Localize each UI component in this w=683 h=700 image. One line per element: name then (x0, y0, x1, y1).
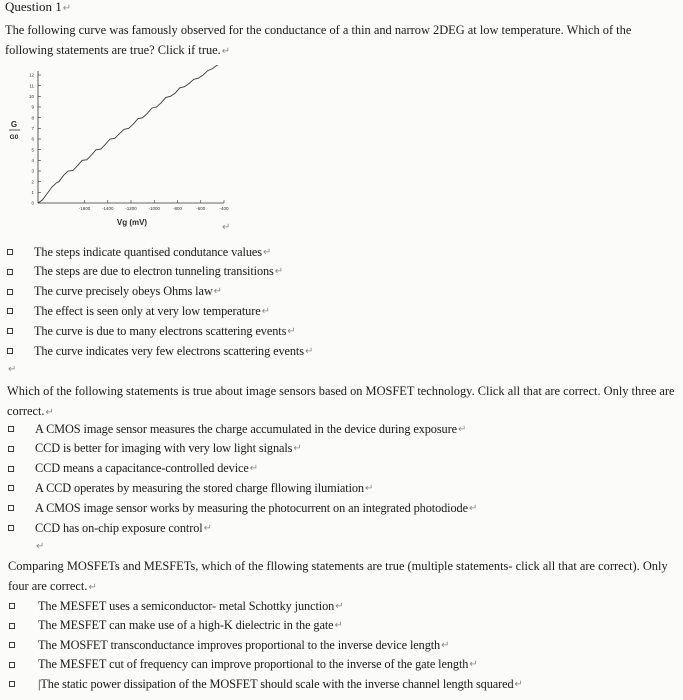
option-checkbox[interactable] (8, 446, 14, 452)
return-mark-icon: ↵ (261, 305, 270, 317)
section3-option[interactable] (9, 675, 523, 693)
y-tick-label: 2 (31, 179, 34, 185)
option-checkbox[interactable] (8, 466, 14, 472)
section2-option[interactable] (8, 420, 466, 438)
return-mark-icon: ↵ (88, 582, 97, 593)
option-label: A CMOS image sensor measures the charge accumulated in the device during exposure (35, 421, 457, 436)
return-mark-icon: ↵ (62, 3, 72, 14)
option-label: The MESFET cut of frequency can improve proportional to the inverse of the gate length (38, 657, 469, 671)
section2-option[interactable] (8, 519, 212, 537)
option-checkbox[interactable] (7, 328, 13, 334)
section3-option[interactable] (9, 656, 478, 674)
option-label: CCD has on-chip exposure control (35, 520, 203, 535)
section1-option[interactable] (7, 322, 296, 340)
return-mark-icon: ↵ (287, 325, 296, 337)
option-checkbox[interactable] (7, 249, 13, 255)
y-axis-label-top: G (10, 120, 18, 129)
return-mark-icon: ↵ (274, 266, 284, 278)
y-tick-label: 10 (28, 93, 34, 99)
question-title: Question 1↵ (5, 0, 72, 14)
option-checkbox[interactable] (7, 348, 13, 354)
return-mark-icon: ↵ (249, 463, 259, 475)
y-tick-label: 1 (31, 189, 34, 195)
option-checkbox[interactable] (7, 289, 13, 295)
option-checkbox[interactable] (7, 269, 13, 275)
y-tick-label: 7 (31, 125, 34, 131)
option-label: A CCD operates by measuring the stored charge fllowing ilumiation (35, 480, 364, 495)
return-mark-icon: ↵ (213, 286, 222, 298)
section2-option[interactable] (8, 499, 477, 517)
option-checkbox[interactable] (8, 485, 14, 491)
option-label: CCD means a capacitance-controlled device (35, 461, 249, 476)
return-mark-icon: ↵ (36, 541, 45, 552)
x-tick-label: -1200 (125, 206, 137, 211)
section1-option[interactable] (7, 283, 222, 301)
x-tick-label: -1400 (101, 206, 114, 211)
option-checkbox[interactable] (9, 642, 15, 648)
section1-prompt: The following curve was famously observed for the conductance of a thin and narrow 2DEG at low temperature. Which of the following statements are true? Click if true.↵ (5, 23, 632, 57)
option-checkbox[interactable] (7, 308, 13, 314)
option-label: The steps are due to electron tunneling transitions (34, 264, 274, 279)
y-tick-label: 3 (31, 168, 34, 174)
y-tick-label: 11 (29, 83, 34, 89)
section2-option[interactable] (8, 460, 258, 478)
return-mark-icon: ↵ (364, 482, 374, 494)
return-mark-icon: ↵ (335, 600, 344, 612)
y-tick-label: 4 (31, 157, 34, 163)
section1-option[interactable] (7, 342, 313, 360)
option-checkbox[interactable] (8, 426, 14, 432)
section3-option[interactable] (9, 617, 343, 635)
section1-option[interactable] (7, 243, 271, 261)
option-label: The MOSFET transconductance improves proportional to the inverse device length (38, 637, 441, 652)
option-checkbox[interactable] (9, 662, 15, 668)
return-mark-icon: ↵ (203, 522, 212, 534)
option-checkbox[interactable] (8, 505, 14, 511)
y-tick-label: 9 (31, 104, 34, 110)
section2-option[interactable] (8, 440, 302, 458)
option-label: The effect is seen only at very low temperature (34, 303, 261, 318)
y-tick-label: 6 (31, 136, 34, 142)
return-mark-icon: ↵ (457, 423, 467, 435)
y-axis-label-bottom: G0 (9, 134, 19, 141)
section3-option[interactable] (9, 597, 344, 615)
section3-prompt: Comparing MOSFETs and MESFETs, which of the fllowing statements are true (multiple statements- click all that are correct). Only four are correct.↵ (8, 559, 668, 593)
conductance-curve (38, 65, 222, 203)
y-tick-label: 0 (31, 200, 34, 206)
x-tick-label: -400 (219, 206, 229, 211)
return-mark-icon: ↵ (514, 678, 523, 690)
return-mark-icon: ↵ (293, 443, 302, 455)
return-mark-icon: ↵ (441, 639, 450, 651)
x-tick-label: -1600 (78, 206, 91, 211)
return-mark-icon: ↵ (222, 222, 231, 233)
option-label: The MESFET can make use of a high-K dielectric in the gate (38, 618, 334, 632)
x-axis-label: Vg (mV) (116, 218, 148, 227)
section3-option[interactable] (9, 636, 450, 654)
section1-option[interactable] (7, 302, 270, 320)
return-mark-icon: ↵ (8, 364, 17, 375)
section2-option[interactable] (8, 479, 373, 497)
y-tick-label: 5 (31, 147, 34, 153)
return-mark-icon: ↵ (334, 620, 343, 631)
option-checkbox[interactable] (9, 603, 15, 609)
option-checkbox[interactable] (9, 681, 15, 687)
y-tick-label: 8 (31, 115, 34, 121)
option-checkbox[interactable] (9, 623, 15, 629)
option-label: The MESFET uses a semiconductor- metal Schottky junction (38, 598, 335, 613)
return-mark-icon: ↵ (221, 46, 231, 57)
return-mark-icon: ↵ (468, 502, 478, 514)
option-label: CCD is better for imaging with very low light signals (35, 441, 293, 456)
option-label: A CMOS image sensor works by measuring the photocurrent on an integrated photodiode (35, 500, 468, 515)
option-label: The steps indicate quantised condutance values (34, 244, 262, 259)
return-mark-icon: ↵ (45, 407, 54, 418)
return-mark-icon: ↵ (262, 246, 272, 258)
option-label: The curve precisely obeys Ohms law (34, 284, 213, 299)
conductance-chart (0, 65, 240, 240)
y-tick-label: 12 (28, 72, 34, 78)
option-label: The curve indicates very few electrons scattering events (34, 343, 304, 358)
return-mark-icon: ↵ (469, 659, 478, 670)
return-mark-icon: ↵ (304, 345, 314, 357)
option-label: The curve is due to many electrons scattering events (34, 323, 287, 338)
x-tick-label: -600 (196, 206, 206, 211)
x-tick-label: -1000 (148, 206, 161, 211)
x-tick-label: -800 (172, 206, 183, 211)
section1-option[interactable] (7, 263, 283, 281)
option-label: |The static power dissipation of the MOSFET should scale with the inverse channel length squared (38, 676, 514, 691)
section2-prompt: Which of the following statements is true about image sensors based on MOSFET technology. Click all that are correct. Only three are correct.↵ (7, 384, 675, 418)
option-checkbox[interactable] (8, 525, 14, 531)
